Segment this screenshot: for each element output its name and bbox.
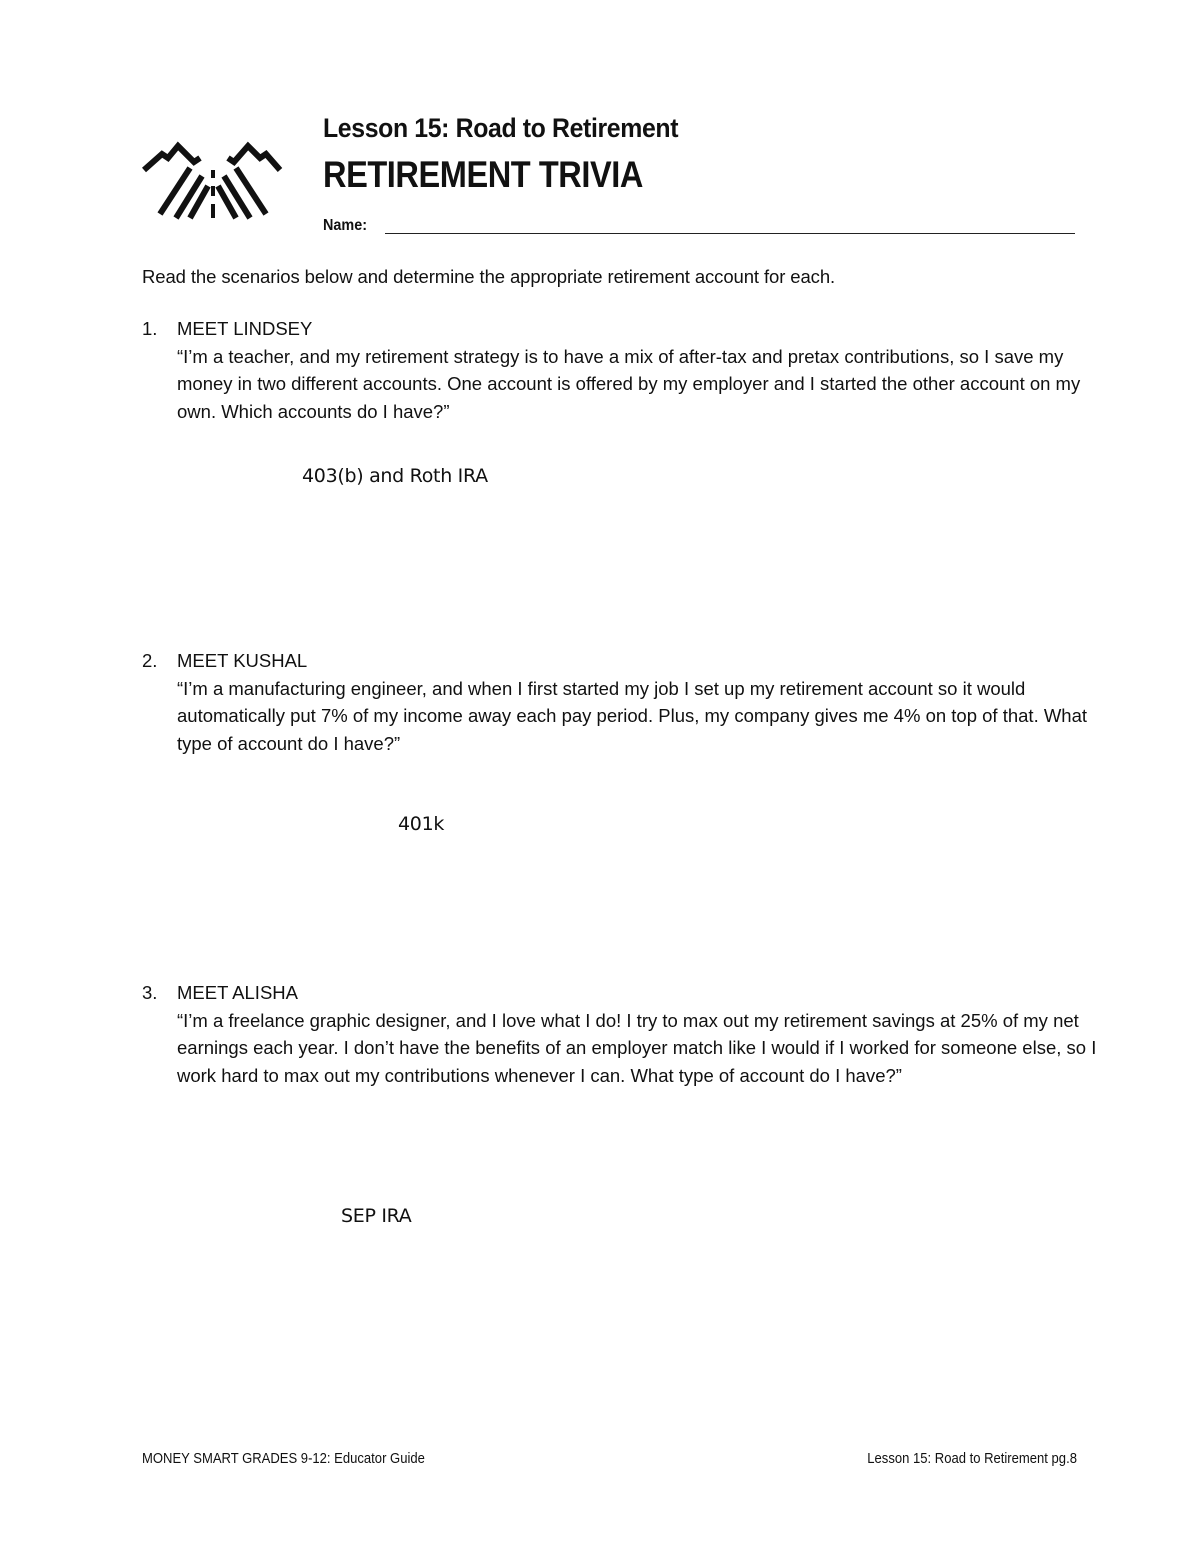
question-text: “I’m a manufacturing engineer, and when I first started my job I set up my retirement account so it would automatically put 7% of my income away each pay period. Plus, my company gives me 4% on top of that. What type of account do I have?” (177, 677, 1088, 754)
question-text: “I’m a freelance graphic designer, and I love what I do! I try to max out my retirement savings at 25% of my net earnings each year. I don’t have the benefits of an employer match like I would if I worked for someone else, so I work hard to max out my contributions whenever I can. What type of account do I have?” (177, 1009, 1097, 1086)
name-label: Name: (323, 217, 368, 234)
question-text: “I’m a teacher, and my retirement strategy is to have a mix of after-tax and pretax contributions, so I save my money in two different accounts. One account is offered by my employer and I started the other account on my own. Which accounts do I have?” (177, 345, 1081, 422)
name-field[interactable] (323, 217, 1075, 237)
question-heading: MEET ALISHA (177, 982, 298, 1003)
question-heading: MEET LINDSEY (177, 318, 313, 339)
question-heading: MEET KUSHAL (177, 650, 308, 671)
answer-1[interactable]: 403(b) and Roth IRA (302, 465, 488, 487)
footer-guide-title: MONEY SMART GRADES 9-12: Educator Guide (142, 1451, 425, 1467)
name-underline[interactable] (385, 233, 1075, 234)
question-number: 1. (142, 318, 158, 339)
mountain-road-icon (140, 136, 286, 222)
question-number: 3. (142, 982, 158, 1003)
lesson-title: Lesson 15: Road to Retirement (323, 113, 679, 143)
answer-3[interactable]: SEP IRA (341, 1205, 412, 1227)
instructions: Read the scenarios below and determine the appropriate retirement account for each. (142, 266, 836, 287)
page-title: RETIREMENT TRIVIA (323, 154, 643, 195)
footer-page-number: Lesson 15: Road to Retirement pg.8 (867, 1451, 1077, 1467)
answer-2[interactable]: 401k (398, 813, 445, 835)
question-number: 2. (142, 650, 158, 671)
